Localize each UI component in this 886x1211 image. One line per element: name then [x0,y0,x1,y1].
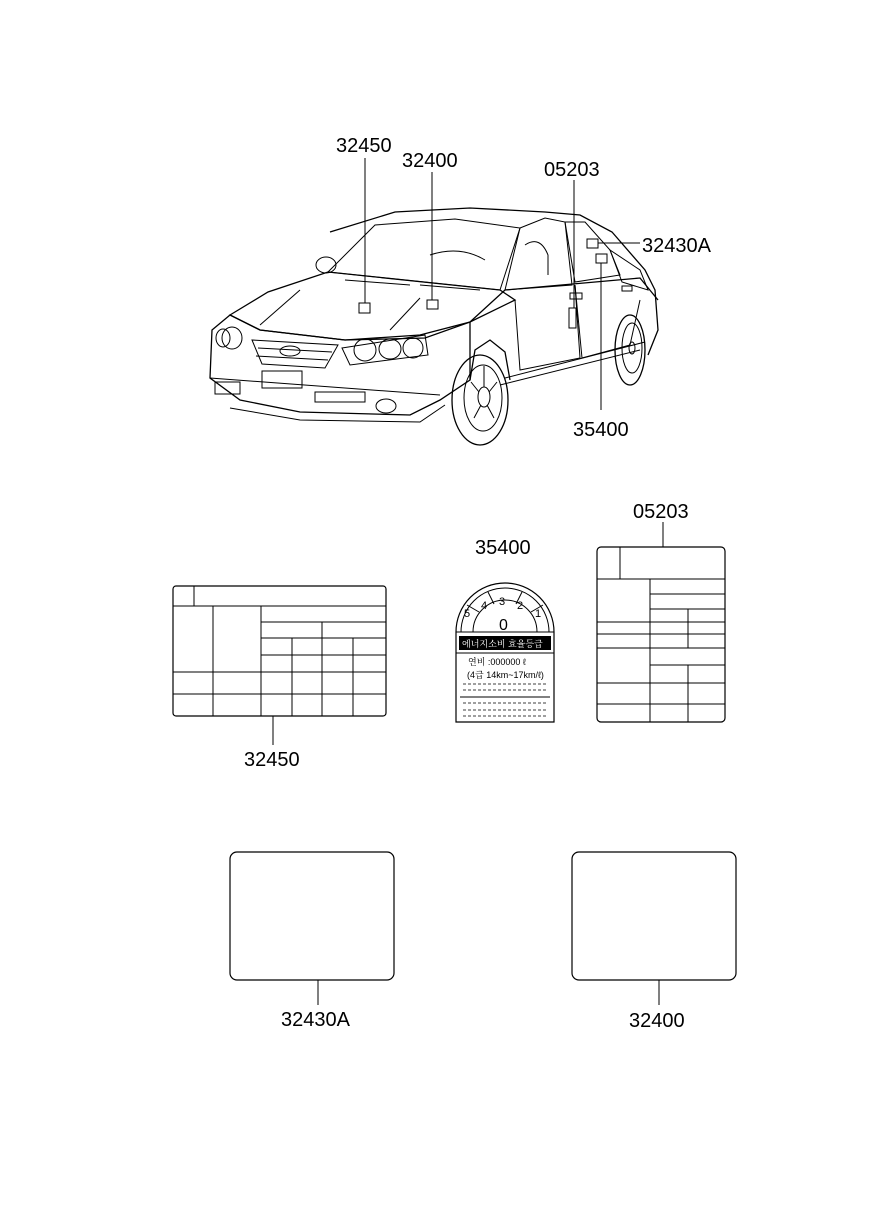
callout-35400: 35400 [573,419,629,441]
fuel-scale-1: 1 [535,608,542,620]
callout-05203: 05203 [544,159,600,181]
fuel-center-value: 0 [499,617,508,634]
part-number-05203: 05203 [633,501,689,523]
callout-32450: 32450 [336,135,392,157]
part-number-35400: 35400 [475,537,531,559]
part-number-32450: 32450 [244,749,300,771]
caution-label [572,852,736,1005]
fuel-scale-2: 2 [517,600,524,612]
fuel-consumption-line: 연비 :000000 ℓ [468,657,526,667]
callout-marker-35400 [596,254,607,263]
emission-label [173,586,386,745]
car-illustration [210,208,658,445]
callout-marker-32450 [359,303,370,313]
part-number-32430A: 32430A [281,1009,350,1031]
part-number-32400: 32400 [629,1010,685,1032]
fuel-scale-5: 5 [464,608,471,620]
fuel-scale-4: 4 [481,600,488,612]
fuel-label-title: 에너지소비 효율등급 [462,639,543,649]
callout-32400: 32400 [402,150,458,172]
callout-marker-05203 [569,308,576,328]
callout-marker-32430A [587,239,598,248]
callout-32430A: 32430A [642,235,711,257]
tire-label [230,852,394,1005]
certification-label [597,522,725,722]
fuel-scale-3: 3 [499,596,506,608]
fuel-class-line: (4급 14km~17km/ℓ) [467,670,544,680]
callout-marker-32400 [427,300,438,309]
